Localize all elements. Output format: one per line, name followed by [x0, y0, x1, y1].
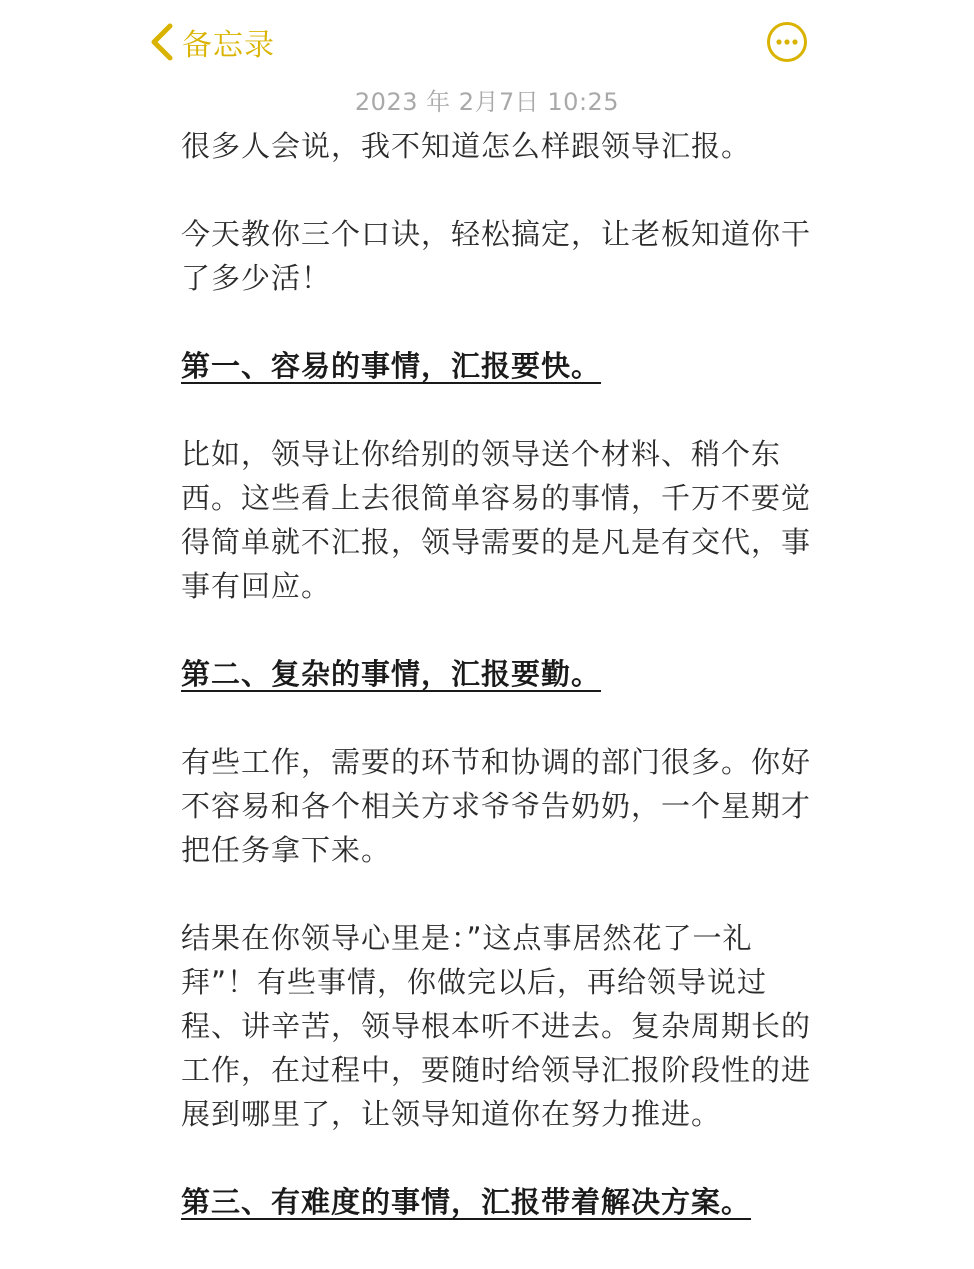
note-heading: 第二、复杂的事情，汇报要勤。 — [181, 657, 602, 691]
back-button[interactable] — [148, 18, 275, 66]
note-paragraph: 结果在你领导心里是：”这点事居然花了一礼拜”！有些事情，你做完以后，再给领导说过程、讲辛苦，领导根本听不进去。复杂周期长的工作，在过程中，要随时给领导汇报阶段性的进展到哪里了，让领导知道你在努力推进。 — [181, 921, 812, 1131]
note-paragraph: 很多人会说，我不知道怎么样跟领导汇报。 — [181, 129, 752, 163]
note-paragraph: 比如，领导让你给别的领导送个材料、稍个东西。这些看上去很简单容易的事情，千万不要觉得简单就不汇报，领导需要的是凡是有交代，事事有回应。 — [181, 437, 812, 603]
note-body[interactable] — [181, 124, 821, 1224]
chevron-left-icon — [148, 22, 176, 62]
note-paragraph: 今天教你三个口诀，轻松搞定，让老板知道你干了多少活！ — [181, 217, 812, 295]
note-heading: 第三、有难度的事情，汇报带着解决方案。 — [181, 1185, 752, 1219]
note-heading: 第一、容易的事情，汇报要快。 — [181, 349, 602, 383]
note-paragraph: 有些工作，需要的环节和协调的部门很多。你好不容易和各个相关方求爷爷告奶奶，一个星期才把任务拿下来。 — [181, 745, 812, 867]
note-date: 2023 年 2月7日 10:25 — [354, 88, 620, 116]
back-button-label: 备忘录 — [182, 28, 275, 63]
more-options-icon[interactable] — [766, 21, 808, 63]
navigation-bar — [0, 0, 974, 84]
